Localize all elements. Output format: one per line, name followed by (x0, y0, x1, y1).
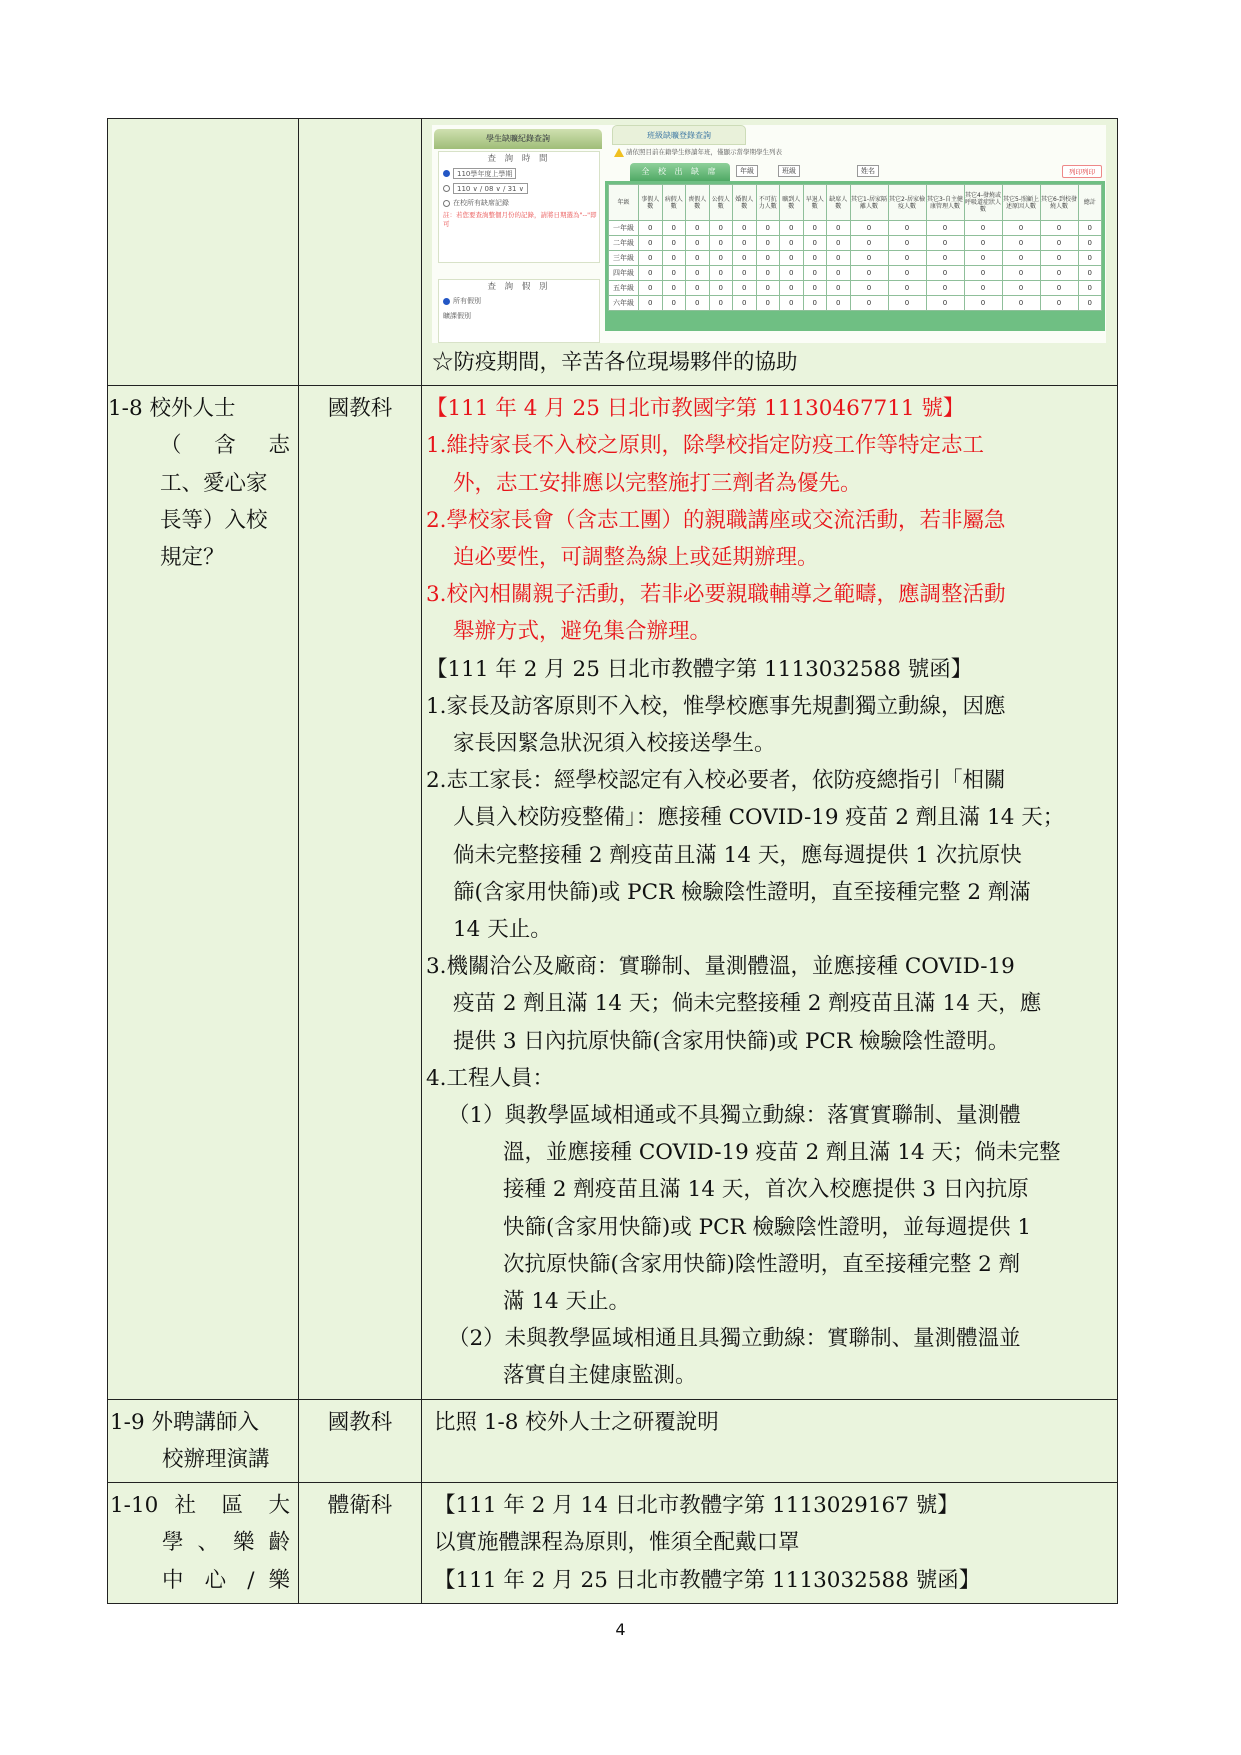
count-cell: 0 (1078, 281, 1102, 296)
page-number: 4 (615, 1620, 626, 1639)
class-select: 班級 (778, 165, 800, 177)
count-cell: 0 (639, 251, 663, 266)
item-cell (108, 119, 299, 386)
count-cell: 0 (827, 221, 851, 236)
count-cell: 0 (733, 251, 757, 266)
text-line: 14 天止。 (453, 917, 552, 943)
count-cell: 0 (733, 236, 757, 251)
count-cell: 0 (1040, 251, 1078, 266)
text-line: 疫苗 2 劑且滿 14 天；倘未完整接種 2 劑疫苗且滿 14 天，應 (453, 991, 1042, 1017)
count-cell: 0 (709, 281, 733, 296)
count-cell: 0 (662, 221, 686, 236)
grade-cell: 一年級 (609, 221, 639, 236)
radio-icon (443, 200, 450, 207)
count-cell: 0 (827, 296, 851, 311)
count-cell: 0 (709, 296, 733, 311)
count-cell: 0 (888, 221, 926, 236)
text-line: 以實施體課程為原則，惟須全配戴口罩 (434, 1530, 800, 1556)
leave-option-2: 曠課假別 (443, 312, 471, 320)
count-cell: 0 (926, 266, 964, 281)
count-cell: 0 (686, 266, 710, 281)
embedded-screenshot (432, 125, 1106, 343)
count-cell: 0 (803, 296, 827, 311)
query-time-title: 查 詢 時 間 (487, 154, 551, 164)
count-cell: 0 (662, 266, 686, 281)
query-leave-title: 查 詢 假 別 (487, 282, 551, 292)
count-cell: 0 (803, 266, 827, 281)
item-line: 1-10 社 區 大 (110, 1493, 290, 1519)
tab-class-absence: 班級缺曠登錄查詢 (612, 125, 746, 145)
semester-select: 110學年度上學期 (453, 168, 516, 179)
text-line: 比照 1-8 校外人士之研覆說明 (434, 1409, 719, 1435)
count-cell: 0 (662, 296, 686, 311)
radio-icon (443, 298, 450, 305)
text-line: 3.校內相關親子活動，若非必要親職輔導之範疇，應調整活動 (426, 582, 1006, 608)
text-line: 1.維持家長不入校之原則，除學校指定防疫工作等特定志工 (426, 433, 985, 459)
count-cell: 0 (850, 236, 888, 251)
count-cell: 0 (803, 251, 827, 266)
table-row (108, 1483, 1118, 1604)
count-cell: 0 (888, 296, 926, 311)
count-cell: 0 (686, 251, 710, 266)
table-row (108, 1399, 1118, 1482)
count-cell: 0 (733, 281, 757, 296)
count-cell: 0 (1078, 296, 1102, 311)
attendance-table (608, 184, 1102, 311)
count-cell: 0 (803, 236, 827, 251)
count-cell: 0 (926, 251, 964, 266)
table-row (108, 386, 1118, 1399)
grade-cell: 二年級 (609, 236, 639, 251)
text-line: 2.學校家長會（含志工團）的親職講座或交流活動，若非屬急 (426, 507, 1006, 533)
count-cell: 0 (709, 251, 733, 266)
table-header: 缺席人數 (827, 185, 851, 221)
count-cell: 0 (686, 221, 710, 236)
count-cell: 0 (926, 236, 964, 251)
grade-cell: 六年級 (609, 296, 639, 311)
count-cell: 0 (827, 251, 851, 266)
table-row (609, 236, 1102, 251)
count-cell: 0 (733, 221, 757, 236)
count-cell: 0 (850, 221, 888, 236)
warning-text: 請依照目前在籍學生修讀年班，僅顯示當學期學生列表 (614, 147, 782, 157)
tab-student-absence: 學生缺曠紀錄查詢 (434, 129, 602, 149)
text-line: （1）與教學區域相通或不具獨立動線：落實實聯制、量測體 (448, 1103, 1021, 1129)
count-cell: 0 (1078, 266, 1102, 281)
count-cell: 0 (1002, 236, 1040, 251)
count-cell: 0 (888, 266, 926, 281)
count-cell: 0 (964, 296, 1002, 311)
table-header: 不可抗力人數 (756, 185, 780, 221)
count-cell: 0 (780, 221, 804, 236)
item-line: 1-9 外聘講師入 (110, 1409, 259, 1435)
count-cell: 0 (639, 281, 663, 296)
content-cell (422, 1399, 1118, 1482)
count-cell: 0 (926, 281, 964, 296)
text-line: 落實自主健康監測。 (503, 1363, 697, 1389)
count-cell: 0 (1002, 266, 1040, 281)
text-line: 家長因緊急狀況須入校接送學生。 (453, 731, 776, 757)
count-cell: 0 (639, 266, 663, 281)
count-cell: 0 (756, 266, 780, 281)
content-cell (422, 386, 1118, 1399)
dept-cell (299, 119, 422, 386)
count-cell: 0 (888, 281, 926, 296)
dept-cell: 國教科 (299, 1399, 422, 1482)
text-line: 2.志工家長：經學校認定有入校必要者，依防疫總指引「相關 (426, 768, 1006, 794)
count-cell: 0 (1040, 236, 1078, 251)
count-cell: 0 (827, 266, 851, 281)
text-line: 溫，並應接種 COVID-19 疫苗 2 劑且滿 14 天；倘未完整 (503, 1140, 1061, 1166)
count-cell: 0 (639, 236, 663, 251)
text-line: 快篩(含家用快篩)或 PCR 檢驗陰性證明，並每週提供 1 (503, 1214, 1032, 1240)
query-time-box (438, 151, 600, 263)
text-line: 外，志工安排應以完整施打三劑者為優先。 (453, 470, 862, 496)
count-cell: 0 (756, 296, 780, 311)
count-cell: 0 (662, 236, 686, 251)
count-cell: 0 (1002, 281, 1040, 296)
table-header: 公假人數 (709, 185, 733, 221)
item-cell (108, 386, 299, 1399)
count-cell: 0 (709, 221, 733, 236)
grade-cell: 五年級 (609, 281, 639, 296)
item-line: （ 含 志 (160, 433, 290, 459)
count-cell: 0 (850, 251, 888, 266)
table-row (609, 266, 1102, 281)
table-header: 婚假人數 (733, 185, 757, 221)
count-cell: 0 (964, 281, 1002, 296)
table-header: 其它5-照顧上述原因人數 (1002, 185, 1040, 221)
table-header: 其它3-自主健康管理人數 (926, 185, 964, 221)
count-cell: 0 (1078, 251, 1102, 266)
count-cell: 0 (888, 251, 926, 266)
count-cell: 0 (803, 281, 827, 296)
count-cell: 0 (803, 221, 827, 236)
panel-title: 全 校 出 缺 席 (630, 163, 730, 181)
count-cell: 0 (756, 221, 780, 236)
all-records-label: 在校所有缺席記錄 (453, 199, 509, 207)
item-line: 學 、 樂 齡 (162, 1530, 290, 1556)
count-cell: 0 (1002, 221, 1040, 236)
item-line: 中 心 / 樂 (162, 1567, 290, 1593)
attendance-table-wrap (605, 181, 1105, 331)
count-cell: 0 (1040, 281, 1078, 296)
doc-heading: 【111 年 4 月 25 日北市教國字第 11130467711 號】 (426, 396, 965, 422)
count-cell: 0 (850, 296, 888, 311)
grade-select: 年級 (736, 165, 758, 177)
text-line: 迫必要性，可調整為線上或延期辦理。 (453, 545, 819, 571)
query-leave-box (438, 279, 600, 343)
doc-heading: 【111 年 2 月 14 日北市教體字第 1113029167 號】 (434, 1493, 959, 1519)
count-cell: 0 (1040, 296, 1078, 311)
radio-icon (443, 185, 450, 192)
count-cell: 0 (926, 221, 964, 236)
count-cell: 0 (1078, 236, 1102, 251)
count-cell: 0 (1002, 251, 1040, 266)
text-line: 3.機關洽公及廠商：實聯制、量測體溫，並應接種 COVID-19 (426, 954, 1015, 980)
count-cell: 0 (964, 221, 1002, 236)
content-cell (422, 1483, 1118, 1604)
table-header: 年級 (609, 185, 639, 221)
count-cell: 0 (780, 236, 804, 251)
item-cell (108, 1399, 299, 1482)
text-line: 舉辦方式，避免集合辦理。 (453, 619, 712, 645)
table-row (609, 251, 1102, 266)
radio-icon (443, 170, 450, 177)
table-header: 其它1-居家隔離人數 (850, 185, 888, 221)
count-cell: 0 (926, 296, 964, 311)
all-leave-label: 所有假別 (453, 297, 481, 305)
text-line: （2）未與教學區域相通且具獨立動線：實聯制、量測體溫並 (448, 1326, 1021, 1352)
count-cell: 0 (1040, 221, 1078, 236)
date-select: 110 ∨ / 08 ∨ / 31 ∨ (453, 183, 528, 194)
text-line: 倘未完整接種 2 劑疫苗且滿 14 天，應每週提供 1 次抗原快 (453, 842, 1022, 868)
count-cell: 0 (662, 281, 686, 296)
doc-heading: 【111 年 2 月 25 日北市教體字第 1113032588 號函】 (434, 1567, 981, 1593)
count-cell: 0 (850, 281, 888, 296)
count-cell: 0 (686, 236, 710, 251)
item-line: 長等）入校 (160, 507, 268, 533)
grade-cell: 三年級 (609, 251, 639, 266)
query-note: 註：若您要查詢整個月份的記錄，請將日期選為"--"即可 (443, 211, 597, 228)
count-cell: 0 (780, 266, 804, 281)
table-header: 事假人數 (639, 185, 663, 221)
count-cell: 0 (686, 281, 710, 296)
count-cell: 0 (686, 296, 710, 311)
table-header: 喪假人數 (686, 185, 710, 221)
count-cell: 0 (709, 236, 733, 251)
count-cell: 0 (850, 266, 888, 281)
screenshot-caption: ☆防疫期間，辛苦各位現場夥伴的協助 (432, 350, 798, 375)
count-cell: 0 (709, 266, 733, 281)
count-cell: 0 (733, 266, 757, 281)
count-cell: 0 (827, 236, 851, 251)
table-header: 早退人數 (803, 185, 827, 221)
content-cell (422, 119, 1118, 386)
count-cell: 0 (964, 266, 1002, 281)
count-cell: 0 (780, 251, 804, 266)
count-cell: 0 (964, 251, 1002, 266)
item-line: 校辦理演講 (162, 1446, 270, 1472)
item-cell (108, 1483, 299, 1604)
table-row (609, 221, 1102, 236)
name-select: 姓名 (857, 165, 879, 177)
item-line: 規定？ (160, 545, 225, 571)
table-header: 病假人數 (662, 185, 686, 221)
count-cell: 0 (662, 251, 686, 266)
text-line: 篩(含家用快篩)或 PCR 檢驗陰性證明，直至接種完整 2 劑滿 (453, 879, 1031, 905)
count-cell: 0 (639, 221, 663, 236)
table-row (609, 296, 1102, 311)
dept-cell: 國教科 (299, 386, 422, 1399)
print-button: 列印列印 (1062, 165, 1102, 178)
doc-heading: 【111 年 2 月 25 日北市教體字第 1113032588 號函】 (426, 656, 973, 682)
table-row (609, 281, 1102, 296)
warning-icon (614, 148, 624, 157)
text-line: 接種 2 劑疫苗且滿 14 天，首次入校應提供 3 日內抗原 (503, 1177, 1029, 1203)
count-cell: 0 (780, 296, 804, 311)
text-line: 4.工程人員： (426, 1065, 555, 1091)
count-cell: 0 (756, 251, 780, 266)
item-line: 1-8 校外人士 (108, 396, 236, 422)
content-table (107, 118, 1118, 1604)
count-cell: 0 (780, 281, 804, 296)
count-cell: 0 (1040, 266, 1078, 281)
text-line: 人員入校防疫整備」：應接種 COVID-19 疫苗 2 劑且滿 14 天； (453, 805, 1065, 831)
count-cell: 0 (756, 281, 780, 296)
count-cell: 0 (639, 296, 663, 311)
table-row (108, 119, 1118, 386)
count-cell: 0 (964, 236, 1002, 251)
count-cell: 0 (888, 236, 926, 251)
count-cell: 0 (827, 281, 851, 296)
count-cell: 0 (1078, 221, 1102, 236)
table-header: 其它2-居家檢疫人數 (888, 185, 926, 221)
table-header: 其它6-到校發燒人數 (1040, 185, 1078, 221)
count-cell: 0 (756, 236, 780, 251)
text-line: 滿 14 天止。 (503, 1289, 631, 1315)
count-cell: 0 (1002, 296, 1040, 311)
text-line: 1.家長及訪客原則不入校，惟學校應事先規劃獨立動線，因應 (426, 693, 1006, 719)
item-line: 工、愛心家 (160, 470, 268, 496)
table-header: 其它4-發燒或呼吸道症狀人數 (964, 185, 1002, 221)
grade-cell: 四年級 (609, 266, 639, 281)
count-cell: 0 (733, 296, 757, 311)
text-line: 提供 3 日內抗原快篩(含家用快篩)或 PCR 檢驗陰性證明。 (453, 1028, 1010, 1054)
dept-cell: 體衛科 (299, 1483, 422, 1604)
table-header: 總計 (1078, 185, 1102, 221)
text-line: 次抗原快篩(含家用快篩)陰性證明，直至接種完整 2 劑 (503, 1251, 1021, 1277)
table-header: 曠到人數 (780, 185, 804, 221)
